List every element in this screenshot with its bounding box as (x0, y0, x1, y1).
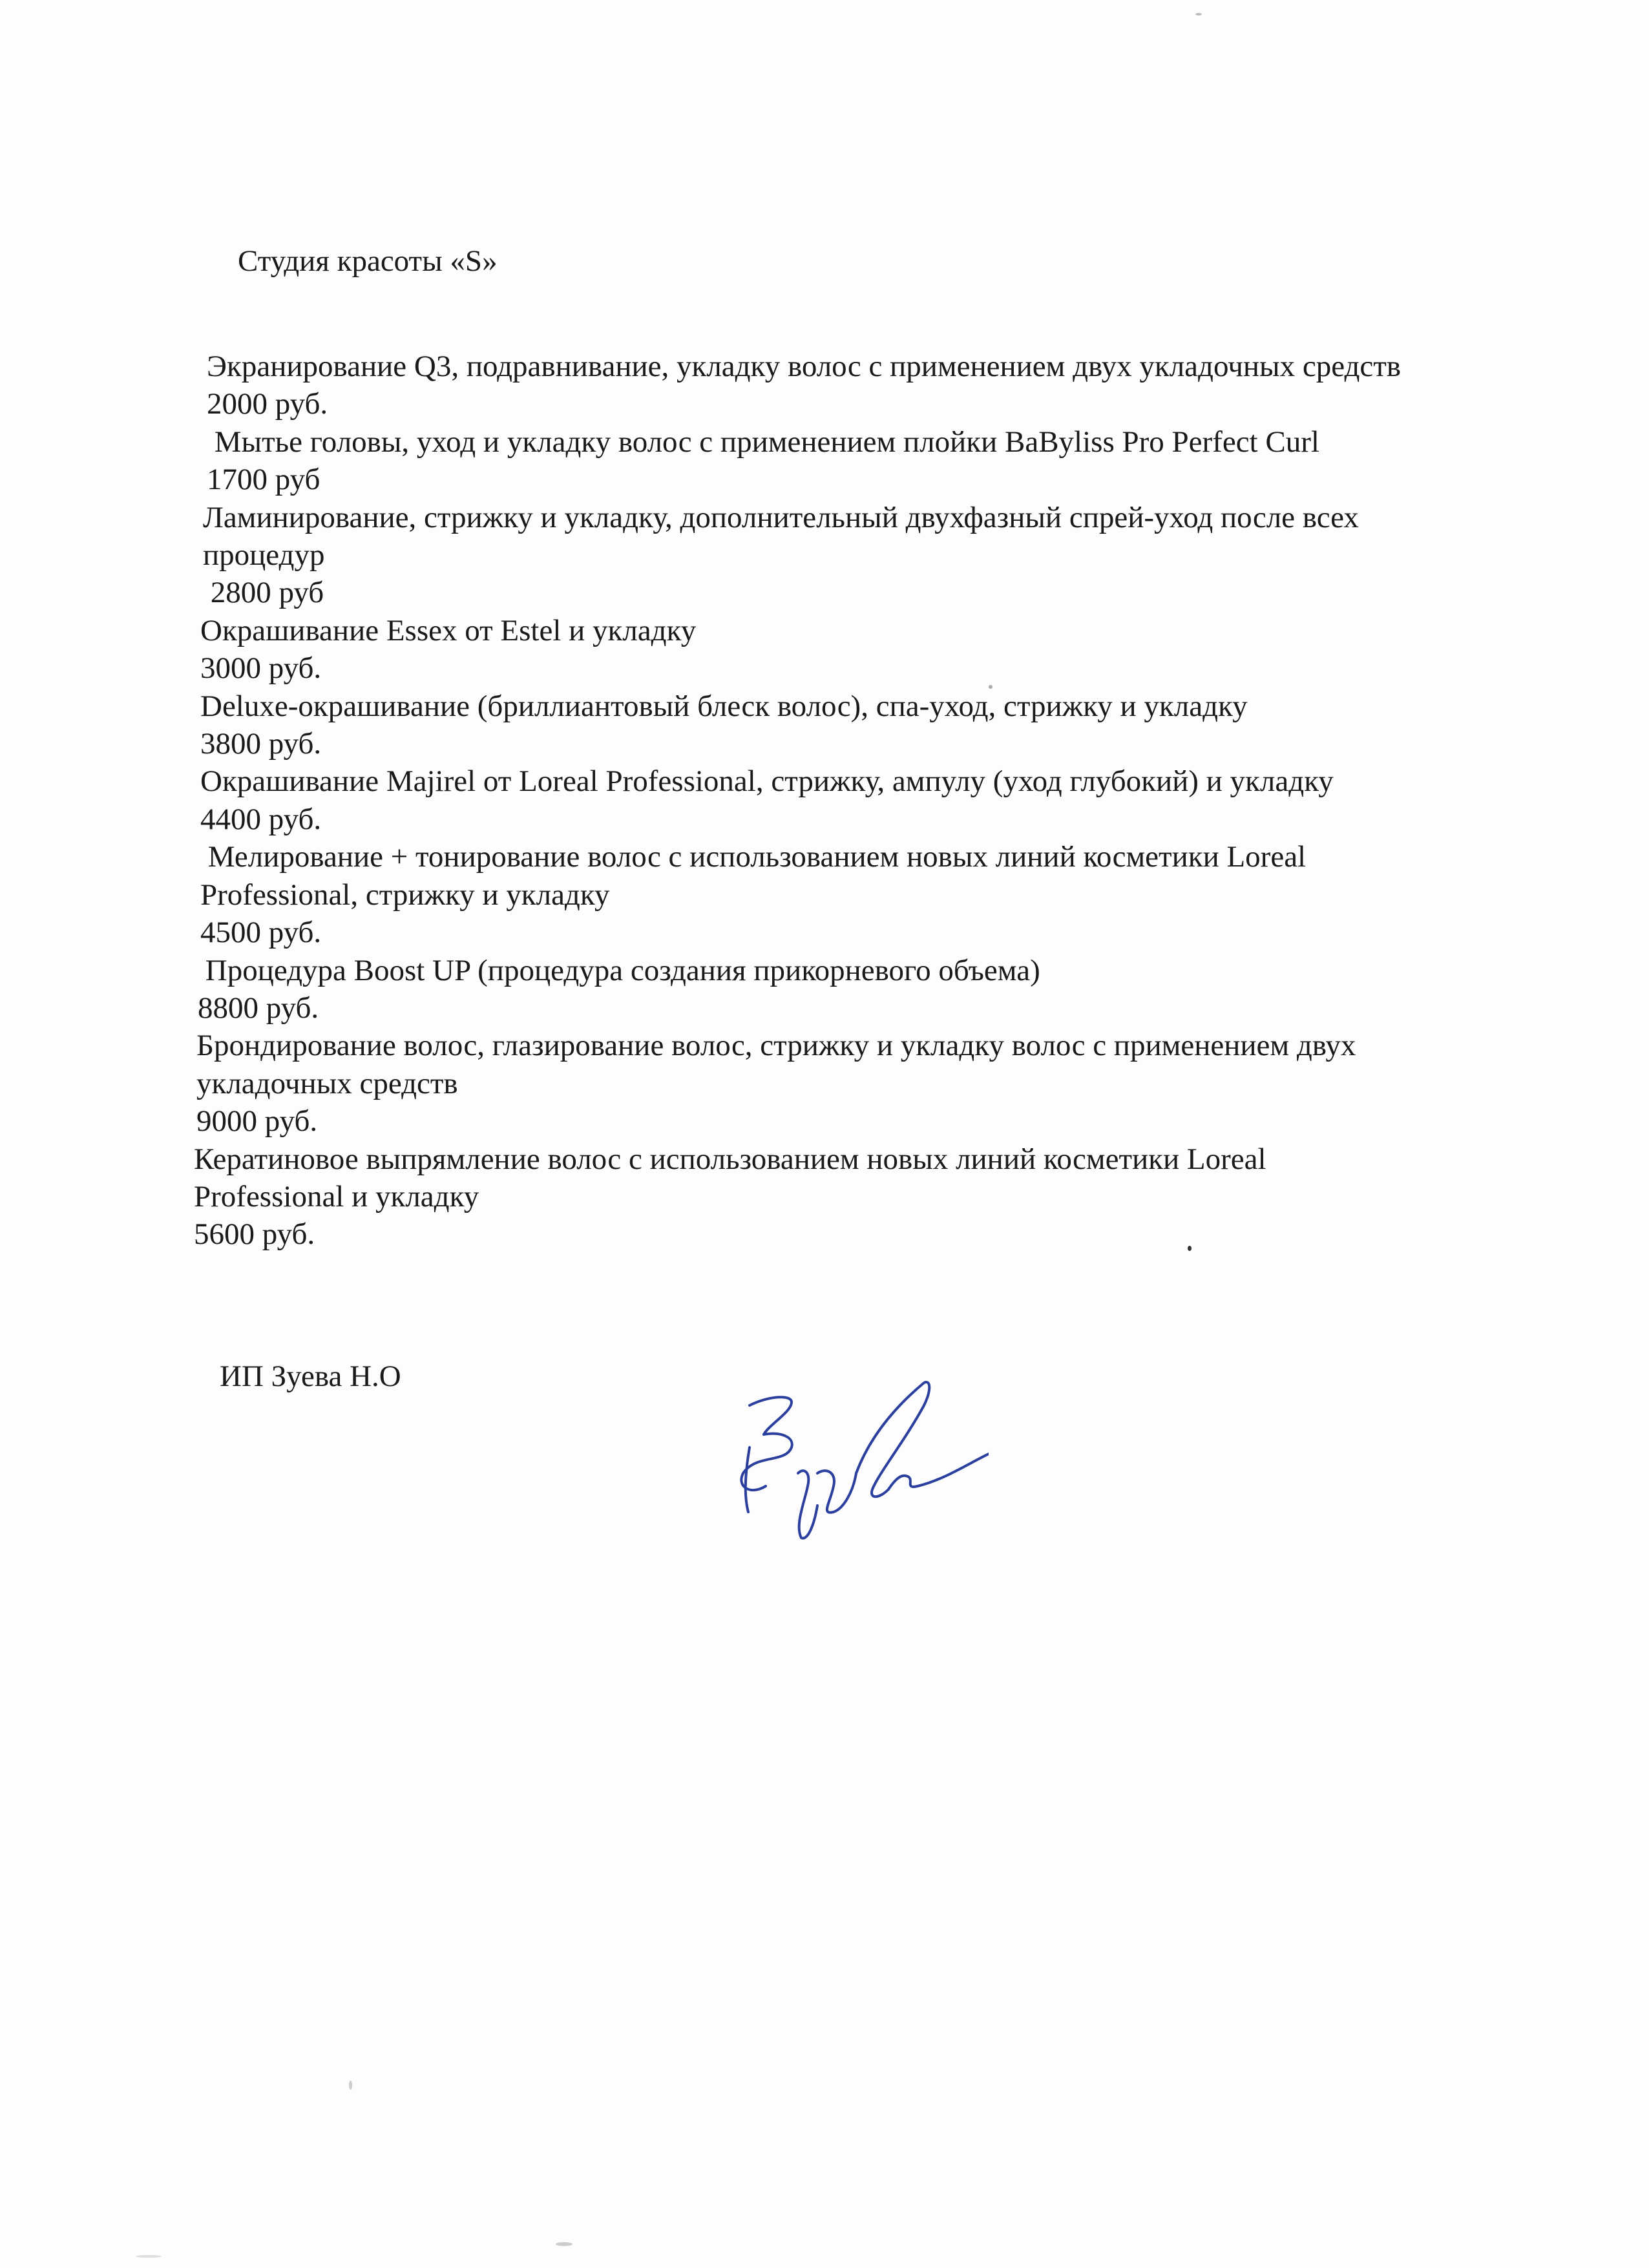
service-10-price: 5600 руб. (194, 1217, 315, 1252)
service-9-line-1: Брондирование волос, глазирование волос, стрижку и укладку волос с применением двух (196, 1029, 1356, 1063)
service-2-line-1: Мытье головы, уход и укладку волос с применением плойки BaByliss Pro Perfect Curl (207, 425, 1319, 459)
service-1-line-1: Экранирование Q3, подравнивание, укладку волос с применением двух укладочных средств (207, 350, 1401, 383)
service-6-line-1: Окрашивание Majirel от Loreal Professional, стрижку, ампулу (уход глубокий) и укладку (200, 764, 1334, 799)
handwritten-signature (730, 1376, 989, 1583)
services-list (194, 348, 1525, 1254)
scan-speck (136, 2255, 162, 2258)
service-4-price: 3000 руб. (200, 651, 322, 686)
service-3-price: 2800 руб (203, 576, 324, 610)
service-item-7 (194, 838, 1525, 951)
scan-speck (556, 2242, 572, 2246)
service-8-line-1: Процедура Boost UP (процедура создания прикорневого объема) (198, 953, 1040, 987)
service-item-5 (194, 688, 1525, 763)
service-item-2 (194, 423, 1525, 499)
service-3-line-1: Ламинирование, стрижку и укладку, дополнительный двухфазный спрей-уход после всех (203, 500, 1359, 534)
service-item-10 (194, 1140, 1525, 1254)
scan-speck (1188, 1246, 1192, 1251)
service-1-price: 2000 руб. (207, 387, 328, 421)
service-10-line-2: Professional и укладку (194, 1179, 479, 1213)
service-7-line-1: Мелирование + тонирование волос с использованием новых линий косметики Loreal (200, 840, 1307, 874)
scan-speck (1195, 13, 1202, 16)
service-6-price: 4400 руб. (200, 802, 322, 836)
document-title: Студия красоты «S» (238, 244, 498, 278)
service-9-price: 9000 руб. (196, 1104, 318, 1139)
scan-speck (349, 2081, 352, 2090)
service-item-8 (194, 952, 1525, 1027)
scan-speck (989, 685, 993, 689)
service-item-6 (194, 762, 1525, 838)
service-9-line-2: укладочных средств (196, 1066, 458, 1100)
signer-name: ИП Зуева Н.О (220, 1360, 401, 1393)
service-7-line-2: Professional, стрижку и укладку (200, 877, 610, 912)
service-item-9 (194, 1027, 1525, 1140)
service-5-line-1: Deluxe-окрашивание (бриллиантовый блеск волос), спа-уход, стрижку и укладку (200, 689, 1248, 723)
service-5-price: 3800 руб. (200, 727, 322, 761)
service-10-line-1: Кератиновое выпрямление волос с использованием новых линий косметики Loreal (194, 1142, 1266, 1176)
service-8-price: 8800 руб. (198, 991, 319, 1025)
service-item-3 (194, 499, 1525, 612)
service-4-line-1: Окрашивание Essex от Estel и укладку (200, 613, 697, 647)
service-2-price: 1700 руб (207, 463, 320, 497)
service-7-price: 4500 руб. (200, 916, 322, 950)
service-item-1 (194, 348, 1525, 423)
service-3-line-2: процедур (203, 538, 325, 572)
service-item-4 (194, 612, 1525, 688)
